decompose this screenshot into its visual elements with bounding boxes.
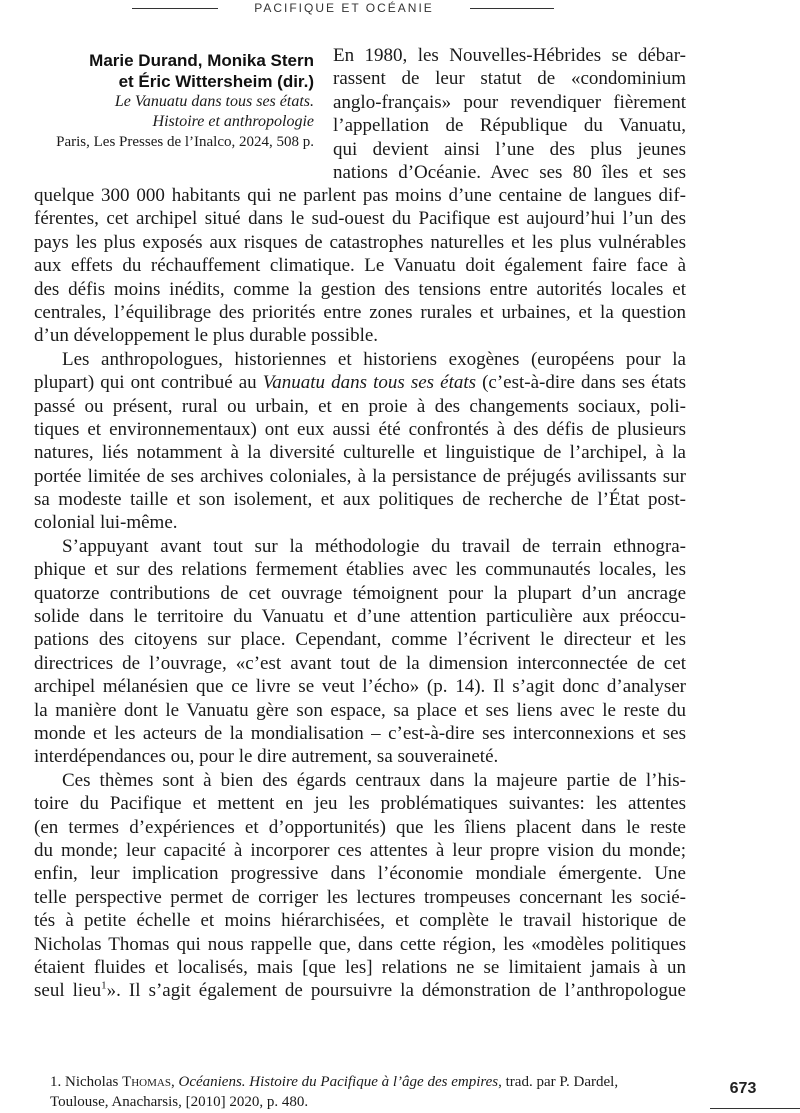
text-run: plupart) qui ont contribué au [34, 372, 263, 394]
text-line: Les anthropologues, historiennes et historiens exogènes (européens pour la [62, 348, 686, 370]
text-line: qui devient ainsi l’une des plus jeunes [333, 138, 686, 160]
text-line: anglo-français» pour revendiquer fièrement [333, 91, 686, 113]
text-line: du monde; leur capacité à incorporer ces attentes à leur propre vision du monde; [34, 839, 686, 861]
text-line: pays les plus exposés aux risques de catastrophes naturelles et les plus vulnérables [34, 231, 686, 253]
text-line: S’appuyant avant tout sur la méthodologie du travail de terrain ethnogra- [62, 535, 686, 557]
text-line: portée limitée de ses archives coloniales, à la persistance de préjugés avilissants sur [34, 465, 686, 487]
text-line: des défis moins inédits, comme la gestion des tensions entre autorités locales et [34, 278, 686, 300]
text-line: férentes, cet archipel situé dans le sud-ouest du Pacifique est aujourd’hui l’un des [34, 208, 686, 230]
book-title-inline: Vanuatu dans tous ses états [262, 372, 477, 394]
lead-paragraph [333, 44, 686, 184]
text-line: pations des citoyens sur place. Cependant, comme l’écrivent le directeur et les [34, 629, 686, 651]
footnote-rest: , trad. par P. Dardel, [498, 1074, 619, 1090]
book-title-line-1: Le Vanuatu dans tous ses états. [114, 93, 314, 110]
text-line: phique et sur des relations fermement établies avec les communautés locales, les [34, 559, 686, 581]
text-line: colonial lui-même. [34, 512, 178, 534]
text-run: (c’est-à-dire dans ses états [476, 372, 686, 394]
text-line: telle perspective permet de corriger les lectures trompeuses concernant les socié- [34, 886, 686, 908]
text-line: Ces thèmes sont à bien des égards centraux dans la majeure partie de l’his- [62, 769, 686, 791]
text-line: interdépendances ou, pour le dire autrement, sa souveraineté. [34, 746, 499, 768]
footnote-separator: , [170, 1074, 179, 1090]
text-line: Nicholas Thomas qui nous rappelle que, dans cette région, les «modèles politiques [34, 933, 686, 955]
footnote-author-first: Nicholas [65, 1074, 123, 1090]
text-line: (en termes d’expériences et d’opportunités) que les îliens placent dans le reste [34, 816, 686, 838]
footnote-line-2: Toulouse, Anacharsis, [2010] 2020, p. 480. [50, 1094, 309, 1110]
footnote-author-last: Thomas [122, 1074, 171, 1090]
text-line: solide dans le territoire du Vanuatu et d’une attention particulière aux préoccu- [34, 606, 686, 628]
article-body [34, 184, 686, 1003]
footnote-number: 1. [50, 1074, 62, 1090]
text-line: directrices de l’ouvrage, «c’est avant tout de la dimension interconnectée de cet [34, 652, 686, 674]
footnote-line-1 [50, 1072, 690, 1092]
review-authors-line-1: Marie Durand, Monika Stern [89, 51, 314, 70]
page-number-rule [710, 1108, 800, 1109]
footnote-reference[interactable]: 1 [101, 979, 107, 992]
text-line: natures, liés notamment à la diversité culturelle et linguistique de l’archipel, à la [34, 442, 686, 464]
footnote-title: Océaniens. Histoire du Pacifique à l’âge des empires [178, 1074, 499, 1090]
text-line: passé ou présent, rural ou urbain, et en proie à des changements sociaux, poli- [34, 395, 686, 417]
text-line: aux effets du réchauffement climatique. Le Vanuatu doit également faire face à [34, 255, 686, 277]
footnote [50, 1072, 690, 1112]
publication-info: Paris, Les Presses de l’Inalco, 2024, 508 p. [56, 134, 314, 150]
page-number: 673 [729, 1080, 757, 1097]
text-line: l’appellation de République du Vanuatu, [333, 115, 686, 137]
text-run: seul lieu [34, 980, 102, 1002]
text-line: quatorze contributions de cet ouvrage témoignent pour la plupart d’un ancrage [34, 582, 686, 604]
text-line: quelque 300 000 habitants qui ne parlent pas moins d’une centaine de langues dif- [34, 185, 686, 206]
header-rule-right [470, 8, 554, 9]
text-line: tés à petite échelle et moins hiérarchisées, et complète le travail historique de [34, 910, 686, 932]
book-title-line-2: Histoire et anthropologie [152, 113, 314, 130]
text-line [34, 979, 686, 1002]
text-line: nations d’Océanie. Avec ses 80 îles et ses [333, 161, 686, 183]
review-authors-line-2: et Éric Wittersheim (dir.) [118, 72, 314, 91]
text-line: monde et les acteurs de la mondialisation – c’est-à-dire ses interconnexions et ses [34, 722, 686, 744]
text-line: la manière dont le Vanuatu gère son espace, sa place et ses liens avec le reste du [34, 699, 686, 721]
text-line: enfin, leur implication progressive dans l’économie mondiale émergente. Une [34, 863, 686, 885]
text-run: ». Il s’agit également de poursuivre la démonstration de l’anthropologue [106, 980, 686, 1002]
text-line: toire du Pacifique et mettent en jeu les problématiques suivantes: les attentes [34, 793, 686, 815]
text-line: étaient fluides et localisés, mais [que les] relations ne se limitaient jamais à un [34, 956, 686, 978]
text-line: En 1980, les Nouvelles-Hébrides se débar- [333, 45, 686, 66]
text-line: tiques et environnementaux) ont eux aussi été confrontés à des défis de plusieurs [34, 418, 686, 440]
text-line: centrales, l’équilibrage des priorités entre zones rurales et urbaines, et la question [34, 301, 686, 323]
running-header [0, 0, 800, 18]
text-line [34, 371, 686, 394]
text-line: sa modeste taille et son isolement, et aux politiques de recherche de l’État post- [34, 489, 686, 511]
text-line: rassent de leur statut de «condominium [333, 68, 686, 90]
book-reference [14, 50, 314, 152]
header-rule-left [132, 8, 218, 9]
text-line: d’un développement le plus durable possible. [34, 325, 379, 347]
section-title: PACIFIQUE ET OCÉANIE [254, 1, 434, 15]
text-line: archipel mélanésien que ce livre se veut l’écho» (p. 14). Il s’agit donc d’analyser [34, 676, 686, 698]
